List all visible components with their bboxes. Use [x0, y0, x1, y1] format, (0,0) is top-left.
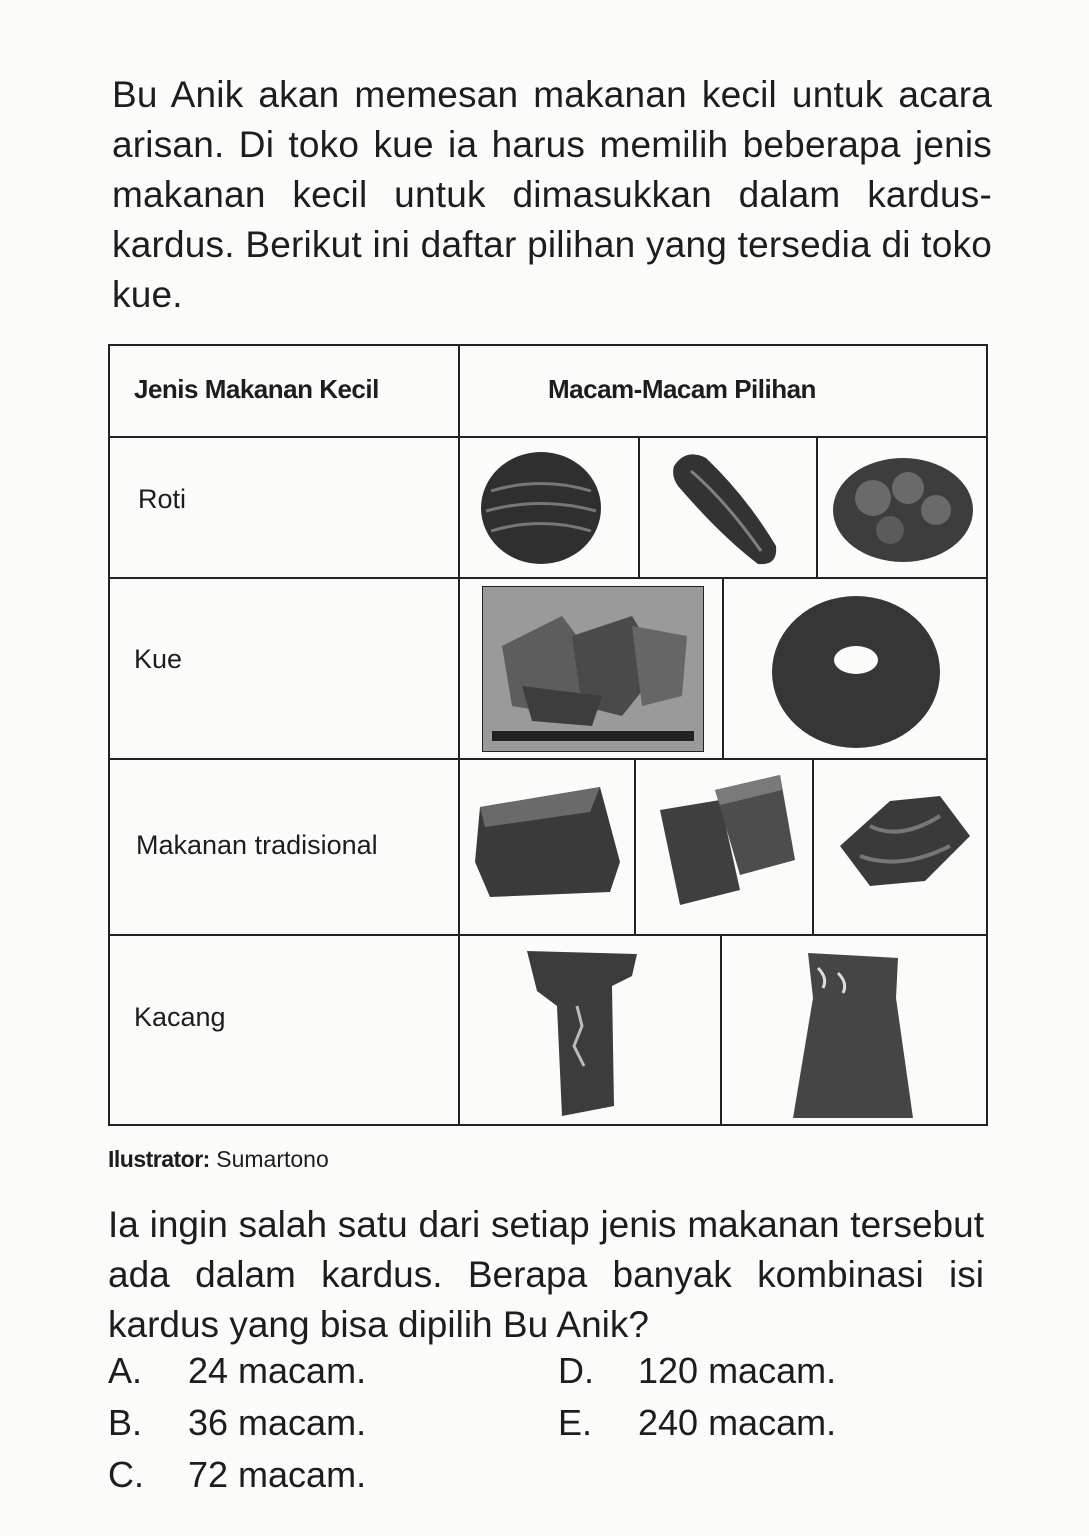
option-letter: E.	[558, 1402, 593, 1443]
table-divider	[110, 577, 986, 579]
question-text: Ia ingin salah satu dari setiap jenis makanan tersebut ada dalam kardus. Berapa banyak kombinasi isi kardus yang bisa dipilih Bu Anik?	[108, 1204, 984, 1345]
illustrator-credit	[108, 1146, 329, 1173]
row-label-roti: Roti	[138, 484, 187, 514]
table-divider	[458, 346, 460, 1124]
credit-name: Sumartono	[216, 1146, 329, 1172]
table-divider	[816, 436, 818, 577]
cake-pieces-image	[482, 586, 704, 752]
option-text: 120 macam.	[638, 1350, 837, 1391]
traditional-snack-3-image	[830, 786, 975, 896]
option-e[interactable]	[558, 1402, 836, 1444]
table-divider	[812, 758, 814, 934]
option-a[interactable]	[108, 1350, 366, 1392]
row-label-makanan-tradisional: Makanan tradisional	[136, 830, 378, 860]
long-bread-image	[666, 446, 786, 571]
option-letter: C.	[108, 1454, 144, 1495]
credit-label: Ilustrator:	[108, 1146, 210, 1172]
table-divider	[634, 758, 636, 934]
option-c[interactable]	[108, 1454, 366, 1496]
traditional-snack-2-image	[650, 770, 800, 910]
row-label-kacang: Kacang	[134, 1002, 226, 1032]
bun-bread-image	[828, 448, 978, 568]
table-divider	[110, 758, 986, 760]
header-choices: Macam-Macam Pilihan	[548, 374, 816, 404]
table-divider	[110, 436, 986, 438]
peanut-pack-2-image	[788, 948, 918, 1120]
option-letter: B.	[108, 1402, 143, 1443]
option-letter: D.	[558, 1350, 594, 1391]
round-bread-image	[476, 446, 606, 566]
row-label-kue: Kue	[134, 644, 183, 674]
table-divider	[722, 577, 724, 758]
header-food-type: Jenis Makanan Kecil	[134, 374, 379, 404]
peanut-pack-1-image	[522, 946, 642, 1118]
intro-paragraph: Bu Anik akan memesan makanan kecil untuk acara arisan. Di toko kue ia harus memilih beberapa jenis makanan kecil untuk dimasukkan dalam kardus-kardus. Berikut ini daftar pilihan yang tersedia di toko kue.	[112, 74, 992, 315]
option-text: 240 macam.	[638, 1402, 837, 1443]
traditional-snack-1-image	[470, 782, 630, 902]
donut-cake-image	[766, 592, 946, 752]
table-divider	[720, 934, 722, 1126]
option-text: 72 macam.	[188, 1454, 367, 1495]
option-text: 24 macam.	[188, 1350, 367, 1391]
option-d[interactable]	[558, 1350, 836, 1392]
table-divider	[110, 934, 986, 936]
option-text: 36 macam.	[188, 1402, 367, 1443]
option-letter: A.	[108, 1350, 143, 1391]
option-b[interactable]	[108, 1402, 366, 1444]
table-divider	[638, 436, 640, 577]
food-options-table	[108, 344, 988, 1126]
